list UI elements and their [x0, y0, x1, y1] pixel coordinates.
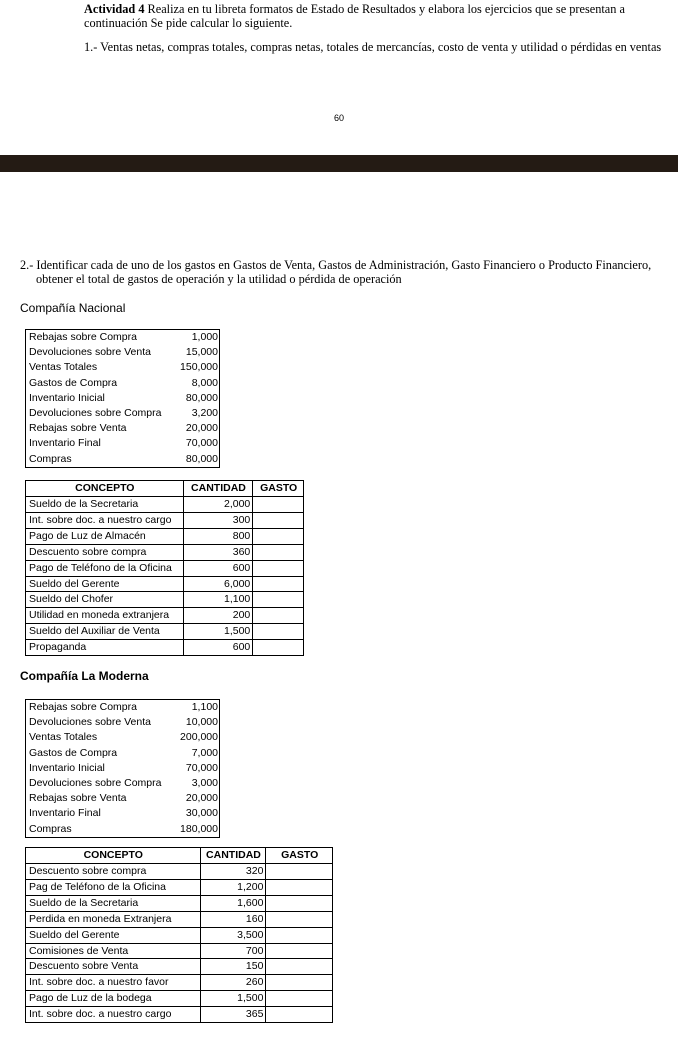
data-row	[26, 391, 220, 406]
data-label: Rebajas sobre Venta	[29, 792, 127, 805]
data-row	[26, 791, 220, 806]
quantity-cell: 1,600	[200, 895, 266, 911]
expense-cell	[253, 640, 304, 656]
data-row	[26, 776, 220, 791]
question-2: 2.- Identificar cada de uno de los gastos en Gastos de Venta, Gastos de Administración, Gasto Financiero o Producto Financiero, obtener el total de gastos de operación y la utilidad o pérdida de operación	[20, 258, 652, 286]
data-row	[26, 761, 220, 776]
expense-cell	[253, 497, 304, 513]
quantity-cell: 260	[200, 975, 266, 991]
data-row	[26, 452, 220, 468]
quantity-cell: 320	[200, 864, 266, 880]
company-title: Compañía Nacional	[20, 301, 126, 315]
data-value: 20,000	[185, 792, 218, 805]
data-value: 10,000	[185, 716, 218, 729]
data-value: 150,000	[180, 361, 218, 374]
quantity-cell: 2,000	[183, 497, 253, 513]
data-label: Inventario Inicial	[29, 761, 105, 774]
data-row	[26, 730, 220, 745]
quantity-cell: 1,500	[200, 991, 266, 1007]
table-row	[26, 911, 333, 927]
data-row	[26, 360, 220, 375]
concept-header: CONCEPTO	[26, 481, 184, 497]
expense-header: GASTO	[253, 481, 304, 497]
table-row	[26, 576, 304, 592]
expense-cell	[266, 943, 333, 959]
activity-title: Actividad 4	[84, 2, 145, 16]
expense-cell	[266, 975, 333, 991]
data-value: 7,000	[191, 746, 218, 759]
question-1: 1.- Ventas netas, compras totales, compras netas, totales de mercancías, costo de venta y utilidad o pérdidas en ventas	[84, 40, 662, 54]
concept-cell: Propaganda	[26, 640, 184, 656]
activity-intro	[84, 2, 664, 66]
table-row	[26, 943, 333, 959]
concept-cell: Pago de Luz de Almacén	[26, 528, 184, 544]
data-row	[26, 822, 220, 838]
concept-cell: Perdida en moneda Extranjera	[26, 911, 201, 927]
data-value: 200,000	[180, 731, 218, 744]
expense-cell	[266, 991, 333, 1007]
table-row	[26, 544, 304, 560]
data-value: 3,200	[191, 407, 218, 420]
quantity-cell: 1,100	[183, 592, 253, 608]
table-row	[26, 528, 304, 544]
table-row	[26, 560, 304, 576]
expense-cell	[266, 864, 333, 880]
data-label: Rebajas sobre Venta	[29, 422, 127, 435]
quantity-cell: 200	[183, 608, 253, 624]
data-label: Rebajas sobre Compra	[29, 331, 137, 343]
concept-cell: Pago de Luz de la bodega	[26, 991, 201, 1007]
expense-cell	[253, 512, 304, 528]
data-label: Ventas Totales	[29, 361, 98, 374]
data-row	[26, 715, 220, 730]
data-value: 30,000	[185, 807, 218, 820]
quantity-cell: 600	[183, 560, 253, 576]
concept-cell: Comisiones de Venta	[26, 943, 201, 959]
data-label: Inventario Inicial	[29, 391, 105, 404]
expense-cell	[266, 911, 333, 927]
concept-cell: Descuento sobre compra	[26, 864, 201, 880]
expense-cell	[266, 879, 333, 895]
page-number: 60	[333, 113, 344, 123]
data-value: 70,000	[185, 761, 218, 774]
data-value: 20,000	[185, 422, 218, 435]
data-label: Compras	[29, 822, 72, 835]
table-row	[26, 592, 304, 608]
data-label: Gastos de Compra	[29, 746, 118, 759]
concept-table-header	[26, 481, 304, 497]
expense-header: GASTO	[266, 848, 333, 864]
table-row	[26, 975, 333, 991]
data-label: Devoluciones sobre Venta	[29, 346, 151, 359]
data-row	[26, 345, 220, 360]
data-row	[26, 700, 220, 716]
data-row	[26, 746, 220, 761]
concept-cell: Sueldo de la Secretaria	[26, 895, 201, 911]
quantity-cell: 360	[183, 544, 253, 560]
data-row	[26, 436, 220, 451]
data-label: Inventario Final	[29, 807, 101, 820]
activity-paragraph	[84, 2, 664, 30]
expense-cell	[266, 895, 333, 911]
page-divider	[0, 155, 678, 172]
expense-cell	[266, 959, 333, 975]
data-value: 180,000	[180, 822, 218, 835]
table-row	[26, 512, 304, 528]
concept-table	[25, 480, 304, 656]
concept-cell: Int. sobre doc. a nuestro cargo	[26, 1007, 201, 1023]
company-data-table	[25, 699, 220, 838]
company-title: Compañía La Moderna	[20, 669, 149, 683]
expense-cell	[253, 592, 304, 608]
concept-cell: Int. sobre doc. a nuestro favor	[26, 975, 201, 991]
data-row	[26, 406, 220, 421]
table-row	[26, 991, 333, 1007]
data-value: 15,000	[185, 346, 218, 359]
expense-cell	[253, 528, 304, 544]
data-value: 80,000	[185, 391, 218, 404]
concept-cell: Sueldo del Auxiliar de Venta	[26, 624, 184, 640]
quantity-cell: 600	[183, 640, 253, 656]
table-row	[26, 640, 304, 656]
quantity-cell: 1,200	[200, 879, 266, 895]
concept-cell: Pag de Teléfono de la Oficina	[26, 879, 201, 895]
quantity-cell: 365	[200, 1007, 266, 1023]
quantity-cell: 160	[200, 911, 266, 927]
data-value: 3,000	[191, 777, 218, 790]
table-row	[26, 927, 333, 943]
quantity-cell: 150	[200, 959, 266, 975]
quantity-cell: 6,000	[183, 576, 253, 592]
data-value: 70,000	[185, 437, 218, 450]
concept-cell: Sueldo de la Secretaria	[26, 497, 184, 513]
quantity-header: CANTIDAD	[183, 481, 253, 497]
concept-cell: Sueldo del Chofer	[26, 592, 184, 608]
quantity-cell: 800	[183, 528, 253, 544]
expense-cell	[253, 544, 304, 560]
data-row	[26, 806, 220, 821]
table-row	[26, 624, 304, 640]
concept-cell: Sueldo del Gerente	[26, 576, 184, 592]
table-row	[26, 895, 333, 911]
company-data-table	[25, 329, 220, 468]
table-row	[26, 864, 333, 880]
concept-cell: Descuento sobre compra	[26, 544, 184, 560]
data-label: Rebajas sobre Compra	[29, 701, 137, 713]
quantity-cell: 1,500	[183, 624, 253, 640]
data-label: Inventario Final	[29, 437, 101, 450]
data-label: Gastos de Compra	[29, 376, 118, 389]
table-row	[26, 879, 333, 895]
expense-cell	[266, 927, 333, 943]
concept-cell: Descuento sobre Venta	[26, 959, 201, 975]
data-value: 1,000	[191, 331, 218, 343]
expense-cell	[253, 576, 304, 592]
concept-cell: Utilidad en moneda extranjera	[26, 608, 184, 624]
data-label: Compras	[29, 452, 72, 465]
data-value: 8,000	[191, 376, 218, 389]
concept-table-header	[26, 848, 333, 864]
table-row	[26, 1007, 333, 1023]
quantity-header: CANTIDAD	[200, 848, 266, 864]
concept-cell: Pago de Teléfono de la Oficina	[26, 560, 184, 576]
data-label: Ventas Totales	[29, 731, 98, 744]
data-row	[26, 376, 220, 391]
table-row	[26, 959, 333, 975]
expense-cell	[253, 560, 304, 576]
concept-table	[25, 847, 333, 1023]
table-row	[26, 497, 304, 513]
data-label: Devoluciones sobre Compra	[29, 777, 162, 790]
data-value: 80,000	[185, 452, 218, 465]
data-value: 1,100	[191, 701, 218, 713]
quantity-cell: 3,500	[200, 927, 266, 943]
concept-cell: Int. sobre doc. a nuestro cargo	[26, 512, 184, 528]
expense-cell	[253, 624, 304, 640]
quantity-cell: 300	[183, 512, 253, 528]
quantity-cell: 700	[200, 943, 266, 959]
data-row	[26, 421, 220, 436]
data-row	[26, 330, 220, 346]
expense-cell	[253, 608, 304, 624]
concept-cell: Sueldo del Gerente	[26, 927, 201, 943]
table-row	[26, 608, 304, 624]
data-label: Devoluciones sobre Compra	[29, 407, 162, 420]
activity-text: Realiza en tu libreta formatos de Estado de Resultados y elabora los ejercicios que se presentan a continuación Se pide calcular lo siguiente.	[84, 2, 625, 30]
concept-header: CONCEPTO	[26, 848, 201, 864]
data-label: Devoluciones sobre Venta	[29, 716, 151, 729]
expense-cell	[266, 1007, 333, 1023]
